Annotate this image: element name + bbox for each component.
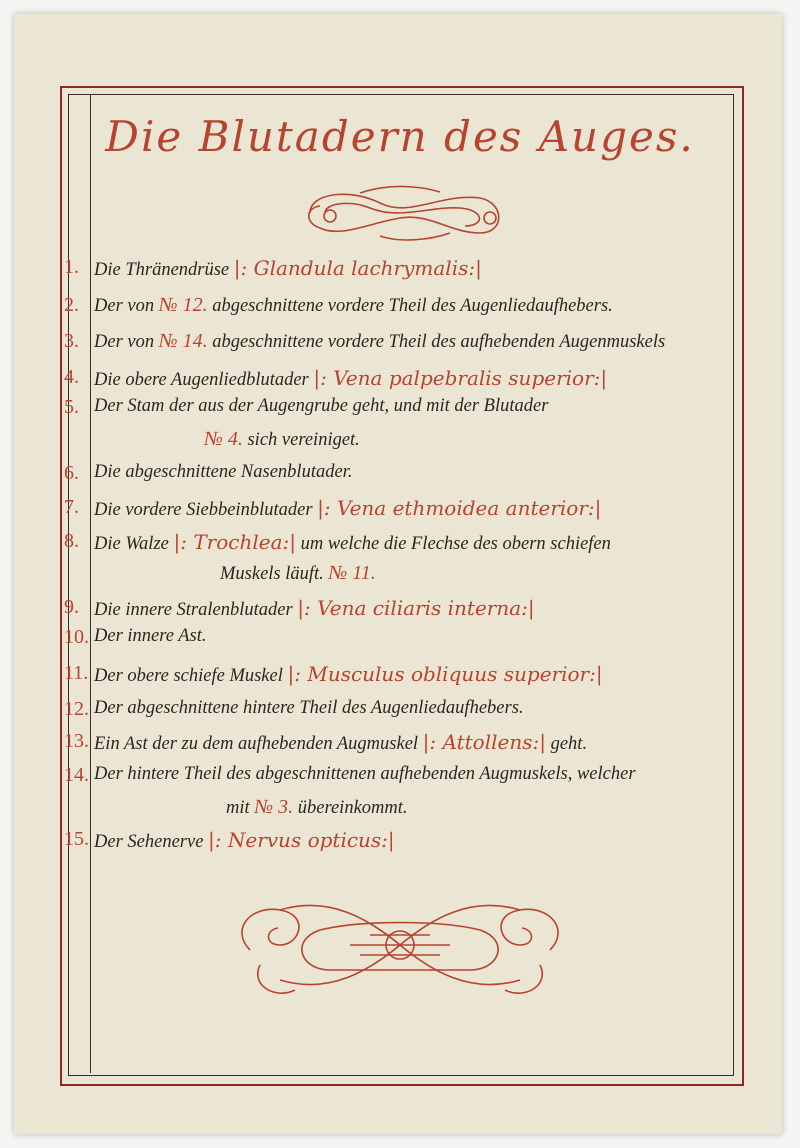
reference-number: № 12. [158, 294, 208, 316]
entry-number: 11. [64, 662, 89, 684]
entry-number: 2. [64, 294, 79, 316]
latin-term: |: Musculus obliquus superior:| [287, 662, 603, 686]
entry-text [94, 294, 613, 317]
entry-text [94, 256, 482, 281]
entry-segment: Der von [94, 332, 159, 352]
entry-number: 10. [64, 626, 89, 648]
entry-number: 15. [64, 828, 89, 850]
entry-segment: Die abgeschnittene Nasenblutader. [94, 462, 353, 482]
entry-text [94, 330, 665, 353]
entry-number: 8. [64, 530, 79, 552]
entry-segment: Der innere Ast. [94, 626, 207, 646]
entry-segment: Die obere Augenliedblutader [94, 370, 314, 390]
entry-segment: Muskels läuft. [220, 564, 329, 584]
entry-text [94, 530, 611, 555]
entry-continuation [220, 562, 376, 585]
entry-segment: Ein Ast der zu dem aufhebenden Augmuskel [94, 734, 423, 754]
entry-segment: Der Sehenerve [94, 832, 209, 852]
entry-number: 13. [64, 730, 89, 752]
entry-text [94, 626, 207, 647]
entry-segment: Die Walze [94, 534, 174, 554]
reference-number: № 3. [254, 796, 294, 818]
entry-segment: mit [226, 798, 255, 818]
entry-number: 6. [64, 462, 79, 484]
entry-segment: abgeschnittene vordere Theil des Augenliedaufhebers. [207, 296, 613, 316]
entry-segment: Die vordere Siebbeinblutader [94, 500, 318, 520]
flourish-bottom-ornament [220, 890, 580, 1010]
latin-term: |: Attollens:| [422, 730, 546, 754]
entry-continuation [226, 796, 408, 819]
entry-number: 1. [64, 256, 79, 278]
entry-segment: Der Stam der aus der Augengrube geht, und mit der Blutader [94, 396, 549, 416]
entry-segment: geht. [545, 734, 588, 754]
reference-number: № 4. [204, 428, 243, 450]
entry-segment: Der abgeschnittene hintere Theil des Augenliedaufhebers. [94, 698, 524, 718]
latin-term: |: Vena ethmoidea anterior:| [317, 496, 602, 520]
entry-text [94, 366, 607, 391]
entry-segment: Die innere Stralenblutader [94, 600, 298, 620]
entry-text [94, 662, 603, 687]
entry-segment: abgeschnittene vordere Theil des aufhebenden Augenmuskels [207, 332, 666, 352]
entry-number: 9. [64, 596, 79, 618]
entry-text [94, 828, 395, 853]
entry-segment: um welche die Flechse des obern schiefen [295, 534, 611, 554]
entry-segment: sich vereiniget. [242, 430, 360, 450]
entry-segment: Der hintere Theil des abgeschnittenen aufhebenden Augmuskels, welcher [94, 764, 636, 784]
entry-segment: Die Thränendrüse [94, 260, 234, 280]
flourish-top-ornament [290, 178, 520, 248]
latin-term: |: Vena ciliaris interna:| [297, 596, 535, 620]
latin-term: |: Vena palpebralis superior:| [313, 366, 608, 390]
entry-text [94, 730, 587, 755]
entry-text [94, 698, 524, 719]
entry-number: 7. [64, 496, 79, 518]
entry-text [94, 496, 601, 521]
reference-number: № 11. [328, 562, 376, 584]
entry-segment: übereinkommt. [293, 798, 408, 818]
entry-continuation [204, 428, 360, 451]
entry-number: 14. [64, 764, 89, 786]
latin-term: |: Trochlea:| [173, 530, 296, 554]
entry-number: 5. [64, 396, 79, 418]
latin-term: |: Nervus opticus:| [208, 828, 395, 852]
entry-segment: Der obere schiefe Muskel [94, 666, 288, 686]
margin-rule [90, 95, 91, 1073]
reference-number: № 14. [158, 330, 208, 352]
entry-segment: Der von [94, 296, 159, 316]
entry-text [94, 596, 535, 621]
entry-number: 4. [64, 366, 79, 388]
entry-text [94, 462, 352, 483]
latin-term: |: Glandula lachrymalis:| [233, 256, 482, 280]
entry-text [94, 764, 636, 785]
page-title: Die Blutadern des Auges. [105, 112, 695, 161]
entry-text [94, 396, 548, 417]
entry-number: 12. [64, 698, 89, 720]
entry-number: 3. [64, 330, 79, 352]
